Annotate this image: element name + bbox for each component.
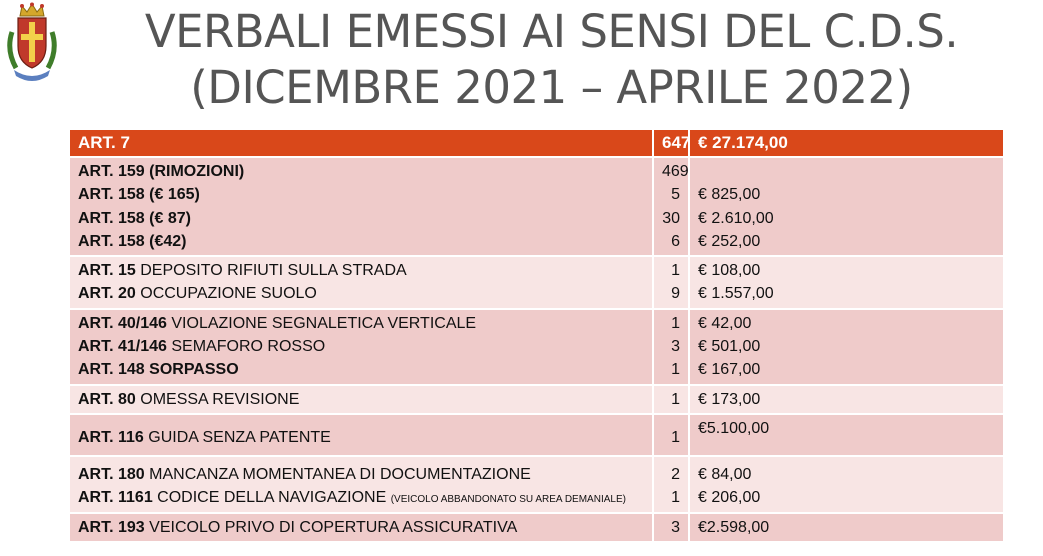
article-cell <box>69 309 653 385</box>
amount-value: € 167,00 <box>698 361 761 379</box>
amount-cell <box>689 309 1004 385</box>
article-note: (VEICOLO ABBANDONATO SU AREA DEMANIALE) <box>390 494 626 506</box>
article-cell <box>69 414 653 456</box>
table-header-row <box>69 129 1004 157</box>
article-code: ART. 20 <box>78 285 136 303</box>
amount-value: € 84,00 <box>698 465 752 483</box>
article-cell <box>69 513 653 542</box>
amount-value: € 173,00 <box>698 390 761 408</box>
amount-value <box>698 160 995 183</box>
article-code: ART. 158 (€42) <box>78 232 187 250</box>
amount-cell <box>689 456 1004 513</box>
table-row <box>69 157 1004 256</box>
article-code: ART. 193 <box>78 518 145 536</box>
article-code: ART. 116 <box>78 428 144 446</box>
count-value: 1 <box>671 262 680 280</box>
count-value: 1 <box>671 314 680 332</box>
count-value: 3 <box>671 518 680 536</box>
title-line-1: VERBALI EMESSI AI SENSI DEL C.D.S. <box>144 5 959 58</box>
count-cell <box>653 157 689 256</box>
article-code: ART. 148 SORPASSO <box>78 361 239 379</box>
article-code: ART. 40/146 <box>78 314 167 332</box>
article-description: MANCANZA MOMENTANEA DI DOCUMENTAZIONE <box>144 465 531 483</box>
amount-cell <box>689 385 1004 414</box>
article-cell <box>69 456 653 513</box>
count-value: 6 <box>671 232 680 250</box>
article-code: ART. 41/146 <box>78 338 167 356</box>
page-title <box>60 4 1043 116</box>
violations-table <box>68 128 1005 543</box>
article-code: ART. 1161 <box>78 489 153 507</box>
article-cell <box>69 157 653 256</box>
count-value: 3 <box>671 338 680 356</box>
article-description: DEPOSITO RIFIUTI SULLA STRADA <box>135 262 407 280</box>
article-description: SEMAFORO ROSSO <box>166 338 326 356</box>
count-value: 1 <box>671 390 680 408</box>
table-row <box>69 309 1004 385</box>
amount-cell <box>689 414 1004 456</box>
article-cell <box>69 256 653 309</box>
count-cell <box>653 513 689 542</box>
article-description: VEICOLO PRIVO DI COPERTURA ASSICURATIVA <box>144 518 518 536</box>
table-row <box>69 256 1004 309</box>
article-description: GUIDA SENZA PATENTE <box>143 428 331 446</box>
article-description: OCCUPAZIONE SUOLO <box>135 285 317 303</box>
amount-cell <box>689 157 1004 256</box>
amount-value: €5.100,00 <box>698 419 770 437</box>
city-coat-of-arms-icon <box>4 2 60 84</box>
article-description: VIOLAZIONE SEGNALETICA VERTICALE <box>166 314 477 332</box>
article-code: ART. 180 <box>78 465 145 483</box>
article-code: ART. 80 <box>78 390 136 408</box>
count-value: 30 <box>662 209 680 227</box>
article-code: ART. 159 (RIMOZIONI) <box>78 163 245 180</box>
count-value: 1 <box>671 489 680 507</box>
amount-value: € 501,00 <box>698 338 761 356</box>
header-article: ART. 7 <box>69 129 653 157</box>
amount-cell <box>689 513 1004 542</box>
table-row <box>69 456 1004 513</box>
count-value: 2 <box>671 465 680 483</box>
article-code: ART. 158 (€ 87) <box>78 209 191 227</box>
amount-value: € 206,00 <box>698 489 761 507</box>
amount-value: € 252,00 <box>698 232 761 250</box>
count-cell <box>653 385 689 414</box>
article-description: CODICE DELLA NAVIGAZIONE <box>152 489 391 507</box>
count-value: 469 <box>662 163 689 180</box>
header-count: 647 <box>653 129 689 157</box>
amount-value: €2.598,00 <box>698 518 770 536</box>
article-code: ART. 15 <box>78 262 136 280</box>
header-amount: € 27.174,00 <box>689 129 1004 157</box>
article-description: OMESSA REVISIONE <box>135 390 300 408</box>
count-cell <box>653 456 689 513</box>
count-value: 1 <box>671 361 680 379</box>
count-cell <box>653 414 689 456</box>
table-row <box>69 513 1004 542</box>
amount-value: € 2.610,00 <box>698 209 774 227</box>
amount-value: € 1.557,00 <box>698 285 774 303</box>
count-cell <box>653 256 689 309</box>
count-value: 9 <box>671 285 680 303</box>
amount-value: € 108,00 <box>698 262 761 280</box>
amount-cell <box>689 256 1004 309</box>
amount-value: € 825,00 <box>698 186 761 204</box>
article-cell <box>69 385 653 414</box>
table-row <box>69 385 1004 414</box>
title-line-2: (DICEMBRE 2021 – APRILE 2022) <box>190 61 913 114</box>
table-row <box>69 414 1004 456</box>
amount-value: € 42,00 <box>698 314 752 332</box>
count-value: 1 <box>671 428 680 446</box>
article-code: ART. 158 (€ 165) <box>78 186 200 204</box>
count-value: 5 <box>671 186 680 204</box>
count-cell <box>653 309 689 385</box>
